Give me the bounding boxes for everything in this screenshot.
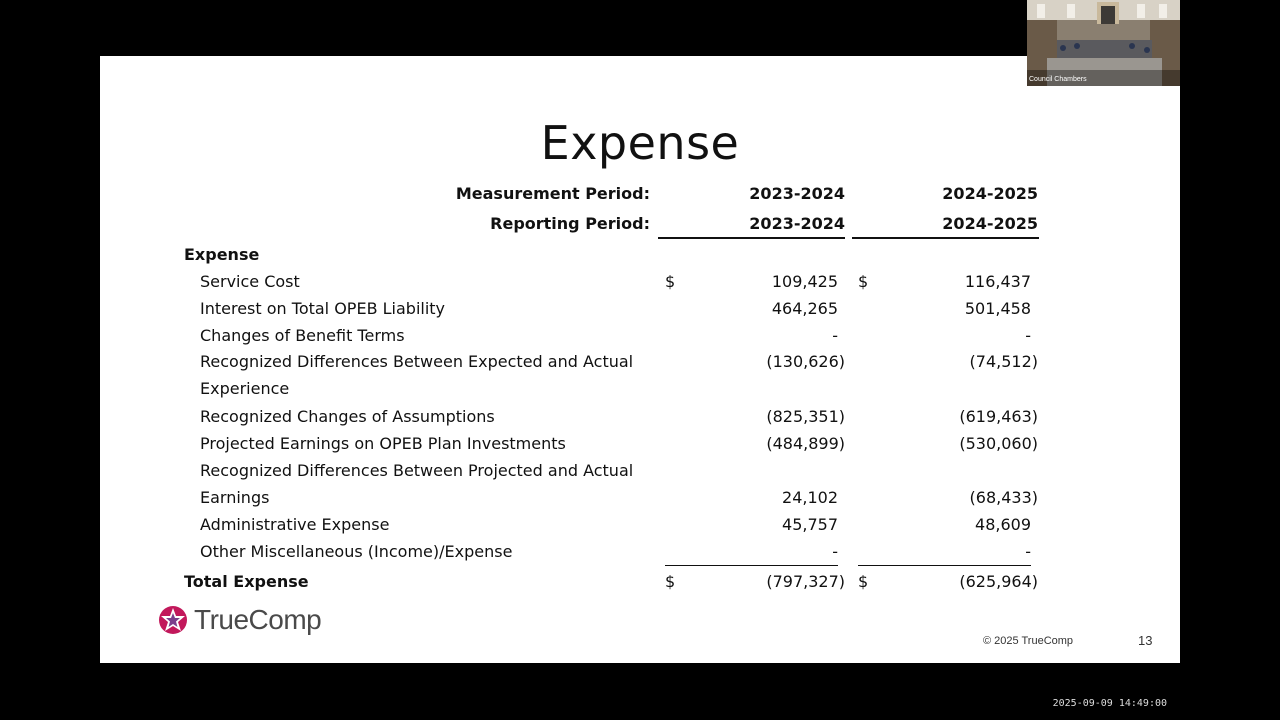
row-label: Service Cost xyxy=(200,272,300,291)
row-label: Administrative Expense xyxy=(200,515,390,534)
row-label: Other Miscellaneous (Income)/Expense xyxy=(200,542,513,561)
page-number: 13 xyxy=(1138,633,1153,648)
council-chambers-video-image xyxy=(1027,0,1180,86)
row-label: Interest on Total OPEB Liability xyxy=(200,299,446,318)
row-value-col2: (68,433) xyxy=(969,488,1038,507)
row-value-col2: (619,463) xyxy=(959,407,1038,426)
row-value-col1: (130,626) xyxy=(766,352,845,371)
row-value-col1: - xyxy=(832,326,838,345)
expense-section-label: Expense xyxy=(184,245,260,264)
row-value-col1: 109,425 xyxy=(771,272,838,291)
row-value-col2: 116,437 xyxy=(964,272,1031,291)
reporting-period-label: Reporting Period: xyxy=(490,214,650,233)
header-underline-col1 xyxy=(658,237,845,239)
logo-text: TrueComp xyxy=(194,604,322,635)
row-label: Recognized Differences Between Expected and Actual xyxy=(200,352,634,371)
col1-measurement-period: 2023-2024 xyxy=(749,184,845,203)
row-label: Projected Earnings on OPEB Plan Investments xyxy=(200,434,566,453)
row-label: Changes of Benefit Terms xyxy=(200,326,405,345)
col2-measurement-period: 2024-2025 xyxy=(942,184,1038,203)
total-rule-col2 xyxy=(858,565,1031,566)
row-value-col1: - xyxy=(832,542,838,561)
currency-symbol: $ xyxy=(858,272,869,291)
video-timestamp: 2025-09-09 14:49:00 xyxy=(1052,698,1167,709)
currency-symbol: $ xyxy=(665,572,676,591)
total-value-col1: (797,327) xyxy=(766,572,845,591)
total-expense-label: Total Expense xyxy=(184,572,309,591)
row-label-continued: Earnings xyxy=(200,488,270,507)
star-logo-icon xyxy=(158,605,188,635)
row-value-col1: 45,757 xyxy=(782,515,838,534)
total-rule-col1 xyxy=(665,565,838,566)
row-value-col2: - xyxy=(1025,542,1031,561)
row-label-continued: Experience xyxy=(200,379,290,398)
camera-caption: Council Chambers xyxy=(1029,76,1087,83)
row-value-col2: 501,458 xyxy=(964,299,1031,318)
row-value-col2: (530,060) xyxy=(959,434,1038,453)
header-underline-col2 xyxy=(852,237,1039,239)
col2-reporting-period: 2024-2025 xyxy=(942,214,1038,233)
row-label: Recognized Differences Between Projected and Actual xyxy=(200,461,634,480)
slide-title: Expense xyxy=(540,116,740,170)
truecomp-logo xyxy=(158,602,321,638)
row-value-col2: 48,609 xyxy=(975,515,1031,534)
row-value-col2: (74,512) xyxy=(969,352,1038,371)
row-value-col2: - xyxy=(1025,326,1031,345)
total-value-col2: (625,964) xyxy=(959,572,1038,591)
row-value-col1: (825,351) xyxy=(766,407,845,426)
currency-symbol: $ xyxy=(665,272,676,291)
row-value-col1: (484,899) xyxy=(766,434,845,453)
row-value-col1: 464,265 xyxy=(771,299,838,318)
camera-thumbnail[interactable] xyxy=(1027,0,1180,86)
currency-symbol: $ xyxy=(858,572,869,591)
measurement-period-label: Measurement Period: xyxy=(455,184,650,203)
copyright-notice: © 2025 TrueComp xyxy=(983,635,1074,647)
col1-reporting-period: 2023-2024 xyxy=(749,214,845,233)
row-value-col1: 24,102 xyxy=(782,488,838,507)
row-label: Recognized Changes of Assumptions xyxy=(200,407,495,426)
